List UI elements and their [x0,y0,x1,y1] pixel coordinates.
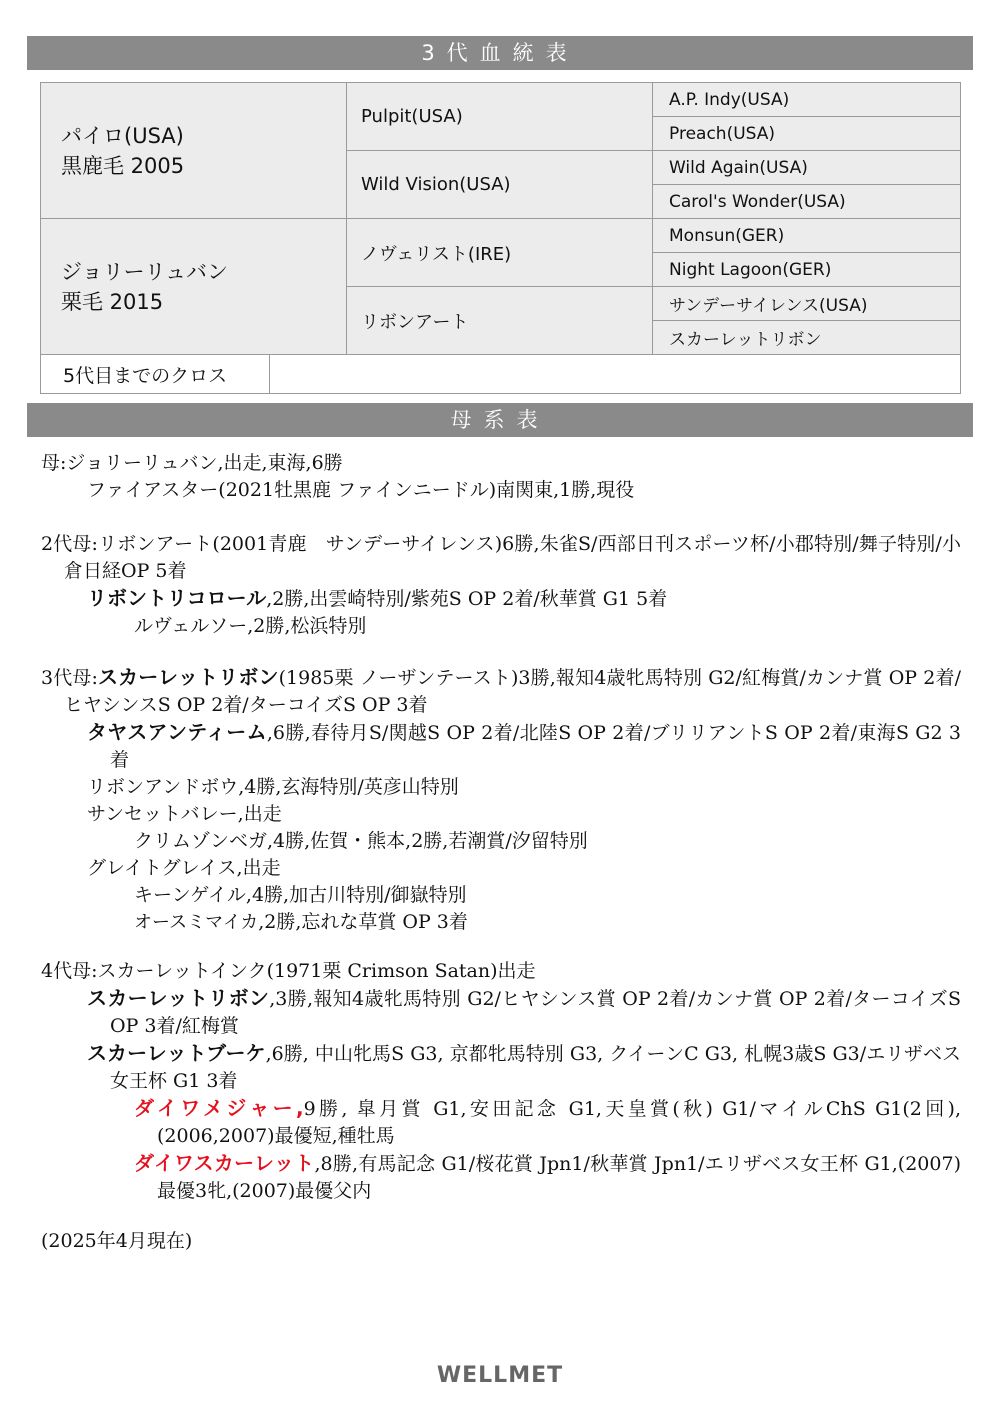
sire-name: パイロ(USA) [61,123,184,148]
second-dam-line: 2代母:リボンアート(2001青鹿 サンデーサイレンス)6勝,朱雀S/西部日刊スポーツ杯/小郡特別/舞子特別/小倉日経OP 5着 [41,533,961,582]
offspring-line: ダイワメジャー,9勝, 皐月賞 G1,安田記念 G1,天皇賞(秋) G1/マイルChS G1(2回),(2006,2007)最優短,種牡馬 [134,1096,962,1147]
offspring-line: ルヴェルソー,2勝,松浜特別 [134,615,367,637]
second-dam-block [41,531,961,640]
offspring-line: リボンアンドボウ,4勝,玄海特別/英彦山特別 [87,776,459,798]
offspring-name: タヤスアンティーム [87,720,267,744]
fourth-dam-block [41,958,961,1205]
offspring-line: クリムゾンベガ,4勝,佐賀・熊本,2勝,若潮賞/汐留特別 [134,830,588,852]
pedigree-table [40,82,961,394]
offspring-line: ファイアスター(2021牡黒鹿 ファインニードル)南関東,1勝,現役 [87,479,635,501]
dam-sire-cell: ノヴェリスト(IRE) [347,219,653,287]
as-of-note [41,1228,961,1255]
offspring-line: グレイトグレイス,出走 [87,857,281,879]
offspring-line: ダイワスカーレット,8勝,有馬記念 G1/桜花賞 Jpn1/秋華賞 Jpn1/エリザベス女王杯 G1,(2007)最優3牝,(2007)最優父内 [134,1151,961,1202]
offspring-line: リボントリコロール,2勝,出雲崎特別/紫苑S OP 2着/秋華賞 G1 5着 [87,586,668,610]
cross-label: 5代目までのクロス [41,355,269,393]
g3-cell: Preach(USA) [653,117,961,151]
dam-detail: 栗毛 2015 [61,289,164,314]
offspring-line: オースミマイカ,2勝,忘れな草賞 OP 3着 [134,911,468,933]
g3-cell: Monsun(GER) [653,219,961,253]
sire-sire-cell: Pulpit(USA) [347,83,653,151]
offspring-line: スカーレットリボン,3勝,報知4歳牝馬特別 G2/ヒヤシンス賞 OP 2着/カンナ賞 OP 2着/ターコイズS OP 3着/紅梅賞 [87,986,961,1037]
offspring-name: オースミマイカ [134,912,259,933]
offspring-line: キーンゲイル,4勝,加古川特別/御嶽特別 [134,884,467,906]
dam-line-section-header: 母系表 [27,403,973,437]
offspring-name-highlight: ダイワメジャー, [134,1096,304,1120]
cross-row [41,355,961,394]
brand-logo: WELLMET [436,1363,564,1388]
fourth-dam-line: 4代母:スカーレットインク(1971栗 Crimson Satan)出走 [41,960,536,982]
dam-cell [41,219,347,355]
third-dam-line: 3代母:スカーレットリボン(1985栗 ノーザンテースト)3勝,報知4歳牝馬特別 G2/紅梅賞/カンナ賞 OP 2着/ヒヤシンスS OP 2着/ターコイズS OP 3着 [41,665,961,716]
third-dam-name: スカーレットリボン [97,665,279,689]
third-dam-block [41,664,961,936]
g3-cell: Wild Again(USA) [653,151,961,185]
pedigree-section-header: 3代血統表 [27,36,973,70]
offspring-line: スカーレットブーケ,6勝, 中山牝馬S G3, 京都牝馬特別 G3, クイーンC G3, 札幌3歳S G3/エリザベス女王杯 G1 3着 [87,1041,961,1092]
as-of-text: (2025年4月現在) [41,1230,193,1252]
dam-block [41,450,961,504]
g3-cell: スカーレットリボン [653,321,961,355]
offspring-name: スカーレットブーケ [87,1041,266,1065]
offspring-name-highlight: ダイワスカーレット [134,1151,315,1175]
offspring-line: サンセットバレー,出走 [87,803,282,825]
sire-dam-cell: Wild Vision(USA) [347,151,653,219]
offspring-name: スカーレットリボン [87,986,270,1010]
dam-line-text: 母:ジョリーリュバン,出走,東海,6勝 [41,452,343,474]
cross-value [269,355,960,393]
g3-cell: Night Lagoon(GER) [653,253,961,287]
second-dam-name: リボンアート [97,533,213,555]
g3-cell: サンデーサイレンス(USA) [653,287,961,321]
sire-detail: 黒鹿毛 2005 [61,153,185,178]
dam-dam-cell: リボンアート [347,287,653,355]
sire-cell [41,83,347,219]
g3-cell: Carol's Wonder(USA) [653,185,961,219]
dam-name: ジョリーリュバン [61,259,228,284]
offspring-line: タヤスアンティーム,6勝,春待月S/関越S OP 2着/北陸S OP 2着/ブリリアントS OP 2着/東海S G2 3着 [87,720,961,771]
g3-cell: A.P. Indy(USA) [653,83,961,117]
offspring-name: リボントリコロール [87,586,267,610]
